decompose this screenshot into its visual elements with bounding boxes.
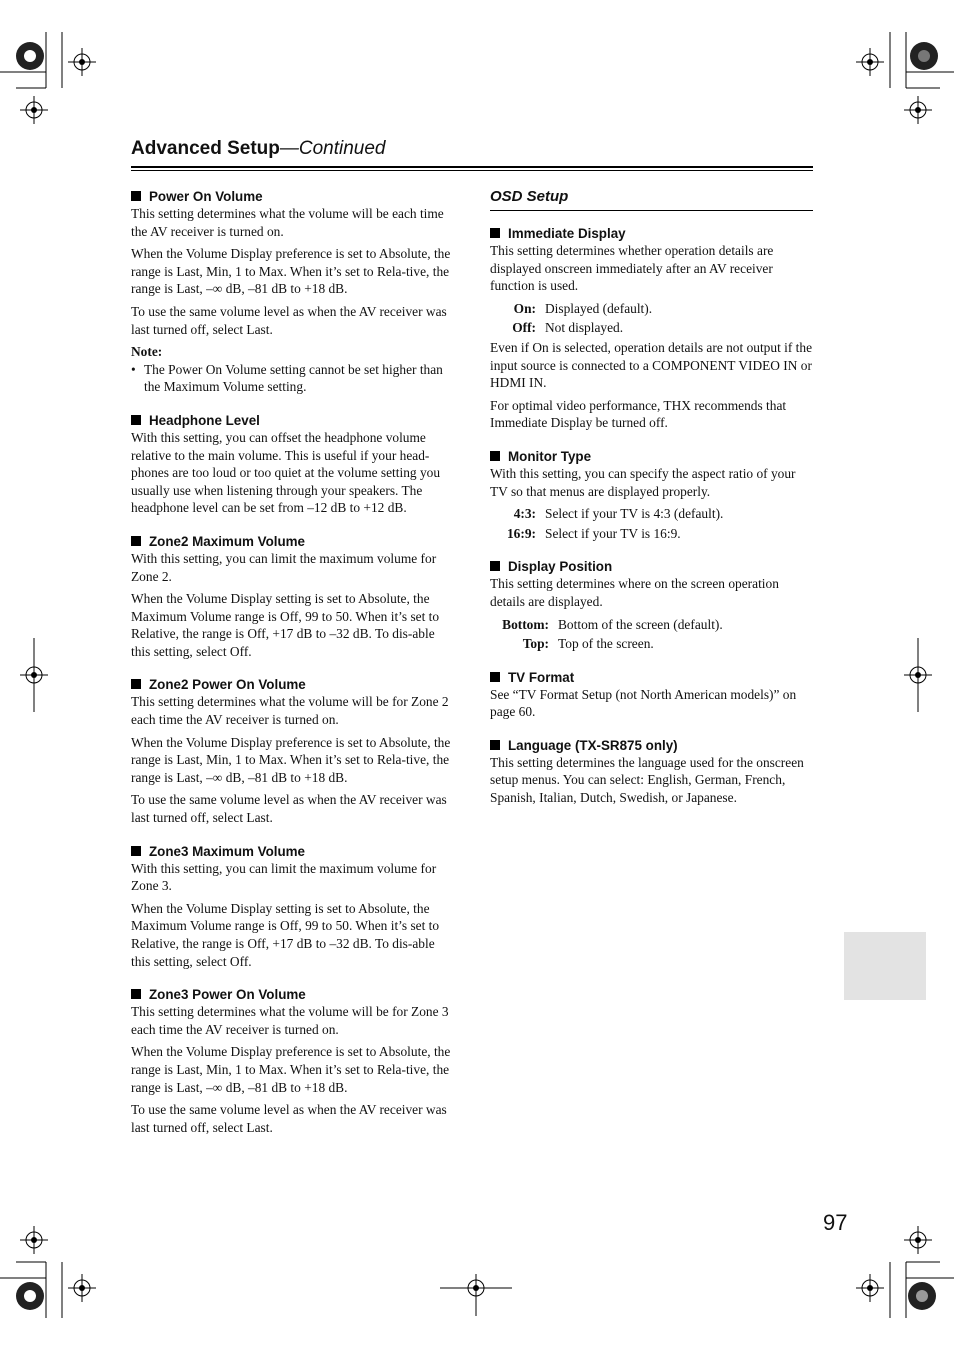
heading-immediate-display: Immediate Display bbox=[490, 225, 813, 242]
page-title: Advanced Setup bbox=[131, 138, 280, 159]
square-bullet-icon bbox=[490, 451, 500, 461]
square-bullet-icon bbox=[490, 228, 500, 238]
option-row: Off: Not displayed. bbox=[512, 320, 624, 336]
chapter-tab bbox=[844, 932, 926, 1000]
note-label: Note: bbox=[131, 344, 163, 360]
heading-zone2-maximum-volume: Zone2 Maximum Volume bbox=[131, 533, 453, 550]
paragraph: With this setting, you can offset the headphone volume relative to the main volume. This is useful if your head-phones are too loud or too quiet at the volume setting you usually use when listening through your speakers. The headphone level can be set from –12 dB to +12 dB. bbox=[131, 429, 441, 516]
header-rule-thin bbox=[131, 170, 813, 171]
square-bullet-icon bbox=[490, 740, 500, 750]
square-bullet-icon bbox=[131, 679, 141, 689]
section-title-osd-setup: OSD Setup bbox=[490, 188, 813, 211]
square-bullet-icon bbox=[131, 846, 141, 856]
paragraph: Even if On is selected, operation details are not output if the input source is connected to a COMPONENT VIDEO IN or HDMI IN. bbox=[490, 339, 813, 391]
paragraph: This setting determines whether operation details are displayed onscreen immediately after an AV receiver function is used. bbox=[490, 243, 774, 294]
paragraph: With this setting, you can limit the maximum volume for Zone 3. bbox=[131, 860, 437, 894]
square-bullet-icon bbox=[490, 561, 500, 571]
paragraph: When the Volume Display preference is set to Absolute, the range is Last, Min, 1 to Max. When it’s set to Rela-tive, the range is Last, –∞ dB, –81 dB to +18 dB. bbox=[131, 246, 451, 297]
paragraph: This setting determines what the volume will be each time the AV receiver is turned on. bbox=[131, 206, 444, 239]
heading-monitor-type: Monitor Type bbox=[490, 448, 813, 465]
header-rule bbox=[131, 166, 813, 168]
right-column bbox=[490, 188, 813, 812]
paragraph: This setting determines the language used for the onscreen setup menus. You can select: English, German, French, Spanish, Italian, Dutch, Swedish, or Japanese. bbox=[490, 754, 804, 806]
square-bullet-icon bbox=[131, 415, 141, 425]
square-bullet-icon bbox=[490, 672, 500, 682]
square-bullet-icon bbox=[131, 536, 141, 546]
square-bullet-icon bbox=[131, 989, 141, 999]
heading-display-position: Display Position bbox=[490, 558, 813, 575]
paragraph: See “TV Format Setup (not North American models)” on page 60. bbox=[490, 686, 797, 720]
option-row: 16:9: Select if your TV is 16:9. bbox=[506, 525, 681, 541]
paragraph: This setting determines what the volume will be for Zone 2 each time the AV receiver is turned on. bbox=[131, 694, 449, 728]
page-title-continued: —Continued bbox=[279, 138, 386, 159]
square-bullet-icon bbox=[131, 191, 141, 201]
option-row: On: Displayed (default). bbox=[513, 300, 653, 316]
heading-zone2-power-on-volume: Zone2 Power On Volume bbox=[131, 676, 453, 693]
option-row: Top: Top of the screen. bbox=[522, 636, 654, 652]
bullet-icon: • bbox=[131, 361, 136, 377]
paragraph: This setting determines what the volume will be for Zone 3 each time the AV receiver is turned on. bbox=[131, 1004, 449, 1037]
paragraph: To use the same volume level as when the AV receiver was last turned off, select Last. bbox=[131, 792, 447, 826]
paragraph: When the Volume Display preference is set to Absolute, the range is Last, Min, 1 to Max. When it’s set to Rela-tive, the range is Last, –∞ dB, –81 dB to +18 dB. bbox=[131, 1044, 451, 1095]
heading-tv-format: TV Format bbox=[490, 669, 813, 686]
paragraph: When the Volume Display preference is set to Absolute, the range is Last, Min, 1 to Max. When it’s set to Rela-tive, the range is Last, –∞ dB, –81 dB to +18 dB. bbox=[131, 734, 451, 785]
heading-zone3-power-on-volume: Zone3 Power On Volume bbox=[131, 986, 453, 1003]
paragraph: To use the same volume level as when the AV receiver was last turned off, select Last. bbox=[131, 303, 447, 337]
heading-headphone-level: Headphone Level bbox=[131, 412, 453, 429]
paragraph: When the Volume Display setting is set to Absolute, the Maximum Volume range is Off, 99 to 50. When it’s set to Relative, the range is Off, +17 dB to –32 dB. To dis-able this setting, select Off. bbox=[131, 591, 440, 659]
heading-power-on-volume: Power On Volume bbox=[131, 188, 453, 205]
heading-language: Language (TX-SR875 only) bbox=[490, 737, 813, 754]
option-row: Bottom: Bottom of the screen (default). bbox=[502, 616, 723, 632]
page-header bbox=[131, 138, 813, 160]
page-number: 97 bbox=[823, 1210, 848, 1235]
option-row: 4:3: Select if your TV is 4:3 (default). bbox=[513, 506, 724, 522]
paragraph: This setting determines where on the screen operation details are displayed. bbox=[490, 576, 779, 609]
heading-zone3-maximum-volume: Zone3 Maximum Volume bbox=[131, 843, 453, 860]
left-column bbox=[131, 188, 453, 1141]
paragraph: For optimal video performance, THX recommends that Immediate Display be turned off. bbox=[490, 397, 787, 431]
paragraph: When the Volume Display setting is set to Absolute, the Maximum Volume range is Off, 99 to 50. When it’s set to Relative, the range is Off, +17 dB to –32 dB. To dis-able this setting, select Off. bbox=[131, 900, 440, 969]
paragraph: With this setting, you can specify the aspect ratio of your TV so that menus are displayed properly. bbox=[490, 465, 796, 499]
note-item: • The Power On Volume setting cannot be set higher than the Maximum Volume setting. bbox=[131, 361, 443, 395]
paragraph: With this setting, you can limit the maximum volume for Zone 2. bbox=[131, 550, 437, 584]
paragraph: To use the same volume level as when the AV receiver was last turned off, select Last. bbox=[131, 1102, 447, 1135]
